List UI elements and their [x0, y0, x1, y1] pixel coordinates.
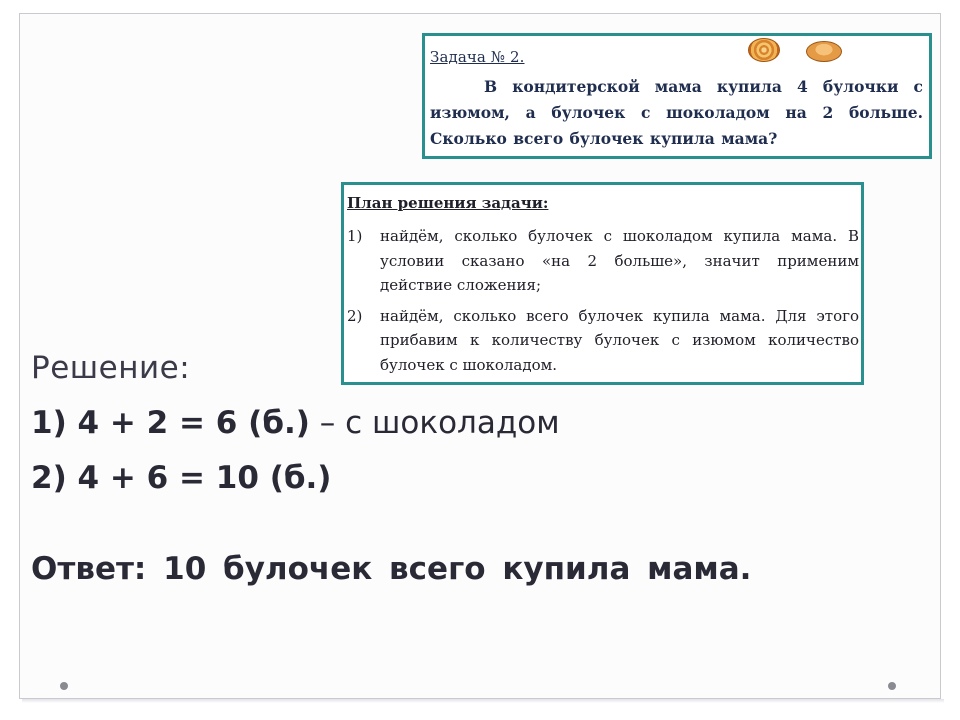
solution-step-expression: 1) 4 + 2 = 6 (б.) — [31, 405, 310, 441]
slide-shadow — [22, 699, 944, 703]
plan-list — [347, 224, 859, 383]
solution-step-1 — [31, 405, 560, 441]
task-box — [422, 33, 932, 159]
corner-dot-right — [888, 682, 896, 690]
solution-step-note: – с шоколадом — [309, 405, 560, 441]
plan-item-text: найдём, сколько всего булочек купила мама. Для этого прибавим к количеству булочек с изюмом количество булочек с шоколадом. — [380, 306, 859, 374]
solution-step-expression: 2) 4 + 6 = 10 (б.) — [31, 460, 332, 496]
plan-item — [347, 224, 859, 298]
plan-box — [341, 182, 864, 385]
task-title: Задача № 2. — [430, 48, 525, 66]
solution-heading: Решение: — [31, 350, 191, 386]
plan-item — [347, 304, 859, 378]
task-text: В кондитерской мама купила 4 булочки с изюмом, а булочек с шоколадом на 2 больше. Сколько всего булочек купила мама? — [430, 77, 923, 148]
corner-dot-left — [60, 682, 68, 690]
solution-step-2 — [31, 460, 331, 496]
answer: Ответ: 10 булочек всего купила мама. — [31, 551, 752, 587]
plan-title: План решения задачи: — [347, 194, 549, 212]
plan-item-number: 2) — [347, 306, 363, 325]
swirl-bun-icon — [748, 38, 780, 62]
pancake-bun-icon — [806, 41, 842, 62]
plan-item-text: найдём, сколько булочек с шоколадом купила мама. В условии сказано «на 2 больше», значит применим действие сложения; — [380, 227, 859, 294]
plan-item-number: 1) — [347, 227, 363, 245]
